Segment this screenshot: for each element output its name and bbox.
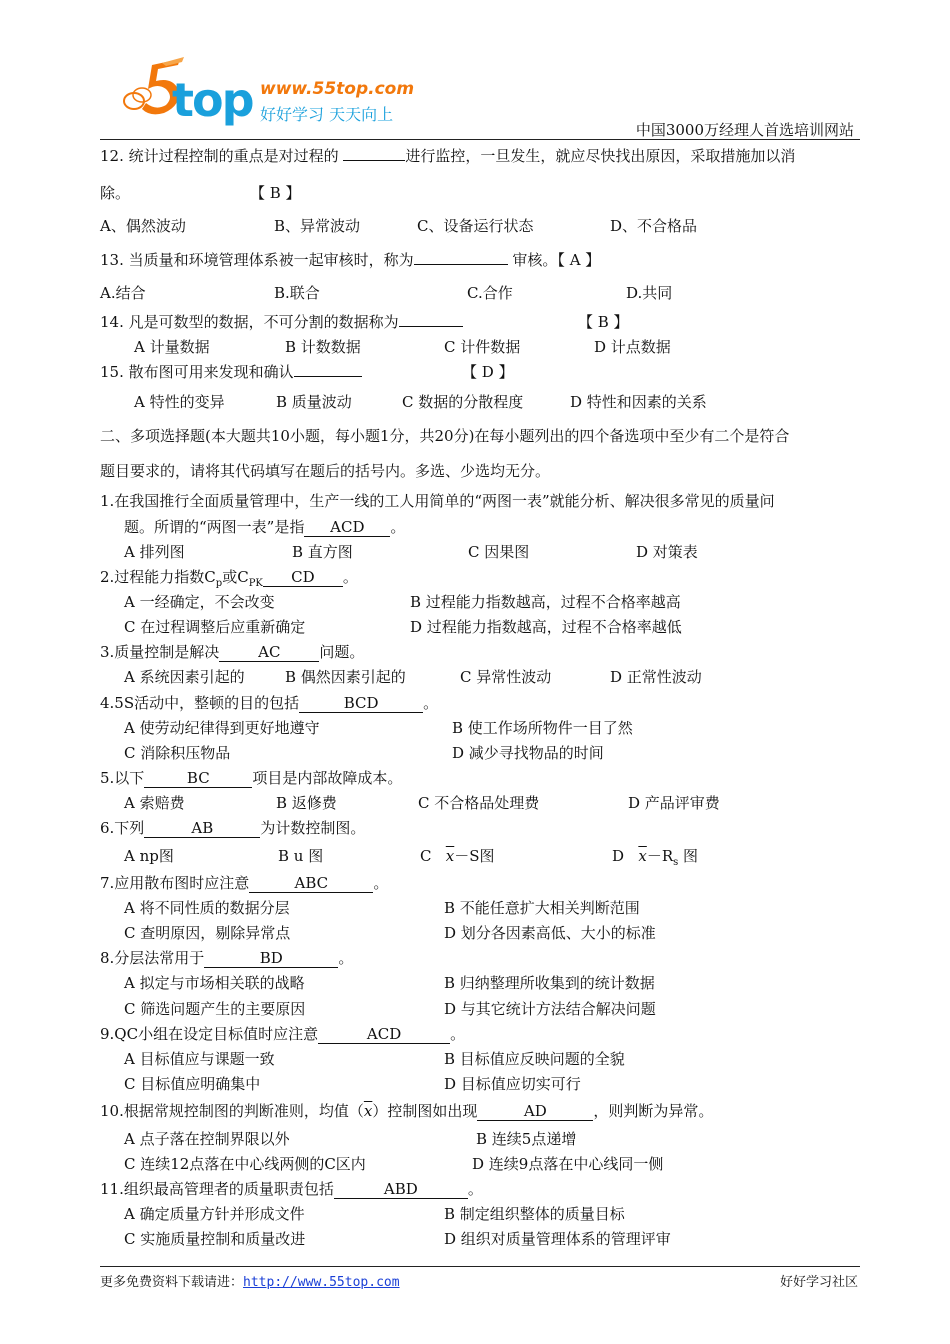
q14-option-b: B 计数数据 [285, 338, 361, 356]
question-13: 13. 当质量和环境管理体系被一起审核时，称为 审核。【 A 】 [100, 251, 601, 269]
mq1-option-d: D 对策表 [636, 543, 698, 561]
footer-right: 好好学习社区 [779, 1275, 858, 1290]
mq2-option-a: A 一经确定，不会改变 [124, 593, 275, 611]
section2-intro-line2: 题目要求的，请将其代码填写在题后的括号内。多选、少选均无分。 [100, 462, 551, 480]
question-12-answer: 【 B 】 [250, 184, 301, 202]
mq2-answer: CD [263, 569, 343, 587]
mq11-stem: 11.组织最高管理者的质量职责包括 ABD 。 [100, 1180, 483, 1198]
mq9-option-c: C 目标值应明确集中 [124, 1075, 261, 1093]
header-divider [100, 139, 860, 140]
mq8-option-a: A 拟定与市场相关联的战略 [124, 974, 305, 992]
mq7-option-d: D 划分各因素高低、大小的标准 [444, 924, 656, 942]
mq7-stem: 7.应用散布图时应注意 ABC 。 [100, 874, 389, 892]
mq1-answer: ACD [304, 519, 390, 537]
mq8-stem: 8.分层法常用于 BD 。 [100, 949, 354, 967]
mq3-answer: AC [219, 644, 319, 662]
mq5-answer: BC [144, 770, 252, 788]
x-bar-symbol: $\overline{x}$ [363, 1102, 373, 1120]
mq5-option-a: A 索赔费 [124, 794, 185, 812]
mq6-stem: 6.下列 AB 为计数控制图。 [100, 819, 366, 837]
question-12-line2: 除。 [100, 184, 131, 202]
mq9-option-d: D 目标值应切实可行 [444, 1075, 581, 1093]
mq3-stem: 3.质量控制是解决 AC 问题。 [100, 643, 365, 661]
q15-option-a: A 特性的变异 [134, 393, 225, 411]
q13-option-d: D.共同 [626, 284, 673, 302]
mq7-answer: ABC [249, 875, 373, 893]
footer-left: 更多免费资料下载请进：http://www.55top.com [100, 1275, 400, 1290]
mq6-option-a: A np图 [124, 847, 174, 865]
site-logo[interactable] [112, 55, 442, 135]
mq4-stem: 4.5S活动中，整顿的目的包括 BCD 。 [100, 694, 439, 712]
mq5-option-d: D 产品评审费 [628, 794, 720, 812]
mq8-option-b: B 归纳整理所收集到的统计数据 [444, 974, 655, 992]
q12-option-c: C、设备运行状态 [417, 217, 534, 235]
mq3-option-b: B 偶然因素引起的 [285, 668, 406, 686]
q13-option-a: A.结合 [100, 284, 146, 302]
mq6-option-d: D $\overline{x}-R_s$ 图 [612, 847, 699, 868]
q15-option-d: D 特性和因素的关系 [570, 393, 707, 411]
mq1-option-b: B 直方图 [292, 543, 353, 561]
logo-word: top [172, 73, 253, 127]
mq9-option-b: B 目标值应反映问题的全貌 [444, 1050, 625, 1068]
mq7-option-b: B 不能任意扩大相关判断范围 [444, 899, 640, 917]
mq4-option-a: A 使劳动纪律得到更好地遵守 [124, 719, 320, 737]
mq4-option-b: B 使工作场所物件一目了然 [452, 719, 633, 737]
mq6-option-c: C $\overline{x}-S$图 [420, 847, 495, 865]
q14-option-c: C 计件数据 [444, 338, 521, 356]
mq1-line1: 1.在我国推行全面质量管理中，生产一线的工人用简单的“两图一表”就能分析、解决很多常见的质量问 [100, 492, 775, 510]
mq2-option-b: B 过程能力指数越高，过程不合格率越高 [410, 593, 681, 611]
x-bar-symbol: $\overline{x}$ [445, 847, 455, 865]
question-15: 15. 散布图可用来发现和确认 [100, 362, 362, 382]
mq9-stem: 9.QC小组在设定目标值时应注意 ACD 。 [100, 1025, 466, 1043]
q13-option-c: C.合作 [467, 284, 513, 302]
logo-url: www.55top.com [260, 79, 415, 99]
mq3-option-c: C 异常性波动 [460, 668, 552, 686]
question-15-answer: 【 D 】 [462, 363, 514, 381]
mq8-option-d: D 与其它统计方法结合解决问题 [444, 1000, 656, 1018]
mq1-option-a: A 排列图 [124, 543, 185, 561]
mq2-option-c: C 在过程调整后应重新确定 [124, 618, 306, 636]
mq11-option-a: A 确定质量方针并形成文件 [124, 1205, 305, 1223]
mq5-option-c: C 不合格品处理费 [418, 794, 540, 812]
mq9-answer: ACD [318, 1026, 450, 1044]
mq11-answer: ABD [334, 1181, 468, 1199]
mq11-option-d: D 组织对质量管理体系的管理评审 [444, 1230, 671, 1248]
question-14: 14. 凡是可数型的数据，不可分割的数据称为 [100, 312, 463, 332]
mq10-stem: 10.根据常规控制图的判断准则，均值$(\overline{x})$控制图如出现 AD ，则判断为异常。 [100, 1102, 714, 1120]
x-bar-symbol: $\overline{x}$ [638, 847, 647, 865]
mq4-answer: BCD [299, 695, 423, 713]
q13-option-b: B.联合 [274, 284, 320, 302]
q15-option-b: B 质量波动 [276, 393, 352, 411]
mq3-option-a: A 系统因素引起的 [124, 668, 245, 686]
question-13-answer: 【 A 】 [557, 251, 601, 269]
question-14-blank [399, 326, 463, 327]
mq1-option-c: C 因果图 [468, 543, 530, 561]
question-12-blank [343, 160, 405, 161]
logo-slogan: 好好学习 天天向上 [260, 105, 394, 124]
mq7-option-a: A 将不同性质的数据分层 [124, 899, 290, 917]
mq10-answer: AD [477, 1103, 593, 1121]
mq10-option-d: D 连续9点落在中心线同一侧 [472, 1155, 664, 1173]
q15-option-c: C 数据的分散程度 [402, 393, 524, 411]
mq2-stem: 2.过程能力指数$C_p$或$C_{PK}$ CD 。 [100, 568, 358, 589]
mq7-option-c: C 查明原因，剔除异常点 [124, 924, 291, 942]
mq10-option-c: C 连续12点落在中心线两侧的C区内 [124, 1155, 366, 1173]
mq11-option-c: C 实施质量控制和质量改进 [124, 1230, 306, 1248]
footer-divider [100, 1266, 860, 1267]
q12-option-d: D、不合格品 [610, 217, 698, 235]
mq5-stem: 5.以下 BC 项目是内部故障成本。 [100, 769, 403, 787]
mq5-option-b: B 返修费 [276, 794, 337, 812]
mq2-option-d: D 过程能力指数越高，过程不合格率越低 [410, 618, 682, 636]
mq4-option-d: D 减少寻找物品的时间 [452, 744, 604, 762]
q12-option-b: B、异常波动 [274, 217, 361, 235]
header-tagline: 中国3000万经理人首选培训网站 [635, 121, 854, 139]
mq10-option-a: A 点子落在控制界限以外 [124, 1130, 290, 1148]
mq6-answer: AB [144, 820, 260, 838]
section2-intro-line1: 二、多项选择题(本大题共10小题，每小题1分，共20分)在每小题列出的四个备选项中至少有二个是符合 [100, 427, 790, 445]
q12-option-a: A、偶然波动 [100, 217, 186, 235]
footer-link[interactable]: http://www.55top.com [243, 1275, 400, 1290]
mq1-line2: 题。所谓的“两图一表”是指 ACD 。 [124, 518, 406, 536]
q14-option-d: D 计点数据 [594, 338, 671, 356]
q14-option-a: A 计量数据 [134, 338, 210, 356]
mq3-option-d: D 正常性波动 [610, 668, 702, 686]
question-13-blank [414, 264, 508, 265]
mq9-option-a: A 目标值应与课题一致 [124, 1050, 275, 1068]
question-14-answer: 【 B 】 [578, 313, 629, 331]
mq8-answer: BD [204, 950, 338, 968]
mq4-option-c: C 消除积压物品 [124, 744, 231, 762]
mq6-option-b: B u 图 [278, 847, 324, 865]
mq11-option-b: B 制定组织整体的质量目标 [444, 1205, 625, 1223]
question-12-line1: 12. 统计过程控制的重点是对过程的 进行监控，一旦发生，就应尽快找出原因，采取措施加以消 [100, 147, 796, 165]
mq8-option-c: C 筛选问题产生的主要原因 [124, 1000, 306, 1018]
question-15-blank [294, 376, 362, 377]
mq10-option-b: B 连续5点递增 [476, 1130, 577, 1148]
